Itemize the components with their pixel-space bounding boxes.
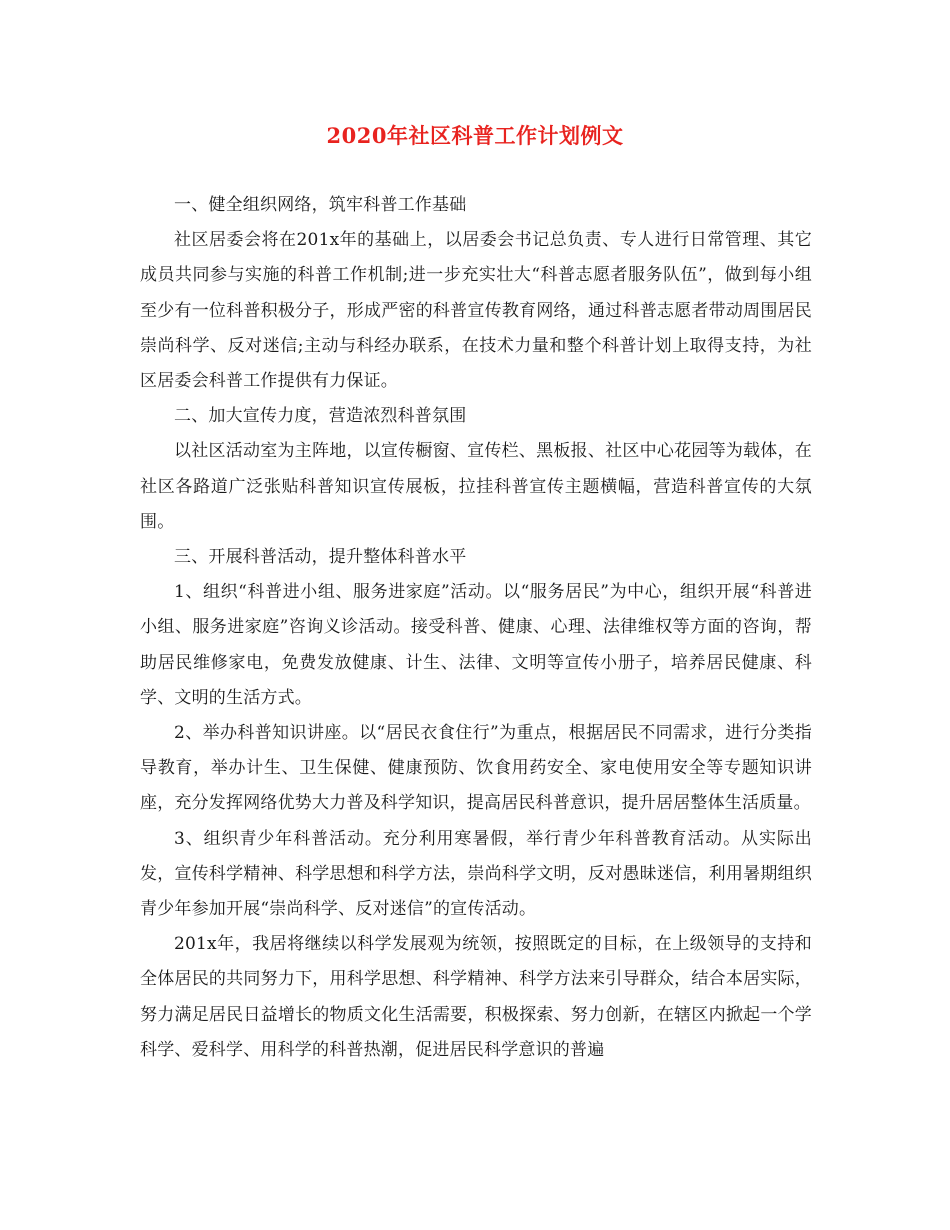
section-heading-3: 三、开展科普活动，提升整体科普水平 [174,547,467,568]
paragraph-activity-1: 1、组织“科普进小组、服务进家庭”活动。以“服务居民”为中心，组织开展“科普进小组、服务进家庭”咨询义诊活动。接受科普、健康、心理、法律维权等方面的咨询，帮助居民维修家电，免费发放健康、计生、法律、文明等宣传小册子，培养居民健康、科学、文明的生活方式。 [140,582,812,708]
paragraph-activity-2: 2、举办科普知识讲座。以“居民衣食住行”为重点，根据居民不同需求，进行分类指导教育，举办计生、卫生保健、健康预防、饮食用药安全、家电使用安全等专题知识讲座，充分发挥网络优势大力普及科学知识，提高居民科普意识，提升居居整体生活质量。 [140,723,812,814]
section-heading-1: 一、健全组织网络，筑牢科普工作基础 [174,195,467,215]
document-body [140,188,812,1068]
section-heading-2: 二、加大宣传力度，营造浓烈科普氛围 [174,406,467,427]
paragraph-publicity: 以社区活动室为主阵地，以宣传橱窗、宣传栏、黑板报、社区中心花园等为载体，在社区各路道广泛张贴科普知识宣传展板，拉挂科普宣传主题横幅，营造科普宣传的大氛围。 [140,441,812,532]
paragraph-organization: 社区居委会将在201x年的基础上，以居委会书记总负责、专人进行日常管理、其它成员共同参与实施的科普工作机制;进一步充实壮大“科普志愿者服务队伍”，做到每小组至少有一位科普积极分子，形成严密的科普宣传教育网络，通过科普志愿者带动周围居民崇尚科学、反对迷信;主动与科经办联系，在技术力量和整个科普计划上取得支持，为社区居委会科普工作提供有力保证。 [140,230,812,392]
paragraph-activity-3: 3、组织青少年科普活动。充分利用寒暑假，举行青少年科普教育活动。从实际出发，宣传科学精神、科学思想和科学方法，崇尚科学文明，反对愚昧迷信，利用暑期组织青少年参加开展“崇尚科学、反对迷信”的宣传活动。 [140,828,812,920]
document-title: 2020年社区科普工作计划例文 [326,123,624,148]
paragraph-conclusion: 201x年，我居将继续以科学发展观为统领，按照既定的目标，在上级领导的支持和全体居民的共同努力下，用科学思想、科学精神、科学方法来引导群众，结合本居实际，努力满足居民日益增长的物质文化生活需要，积极探索、努力创新，在辖区内掀起一个学科学、爱科学、用科学的科普热潮，促进居民科学意识的普遍 [140,934,812,1060]
